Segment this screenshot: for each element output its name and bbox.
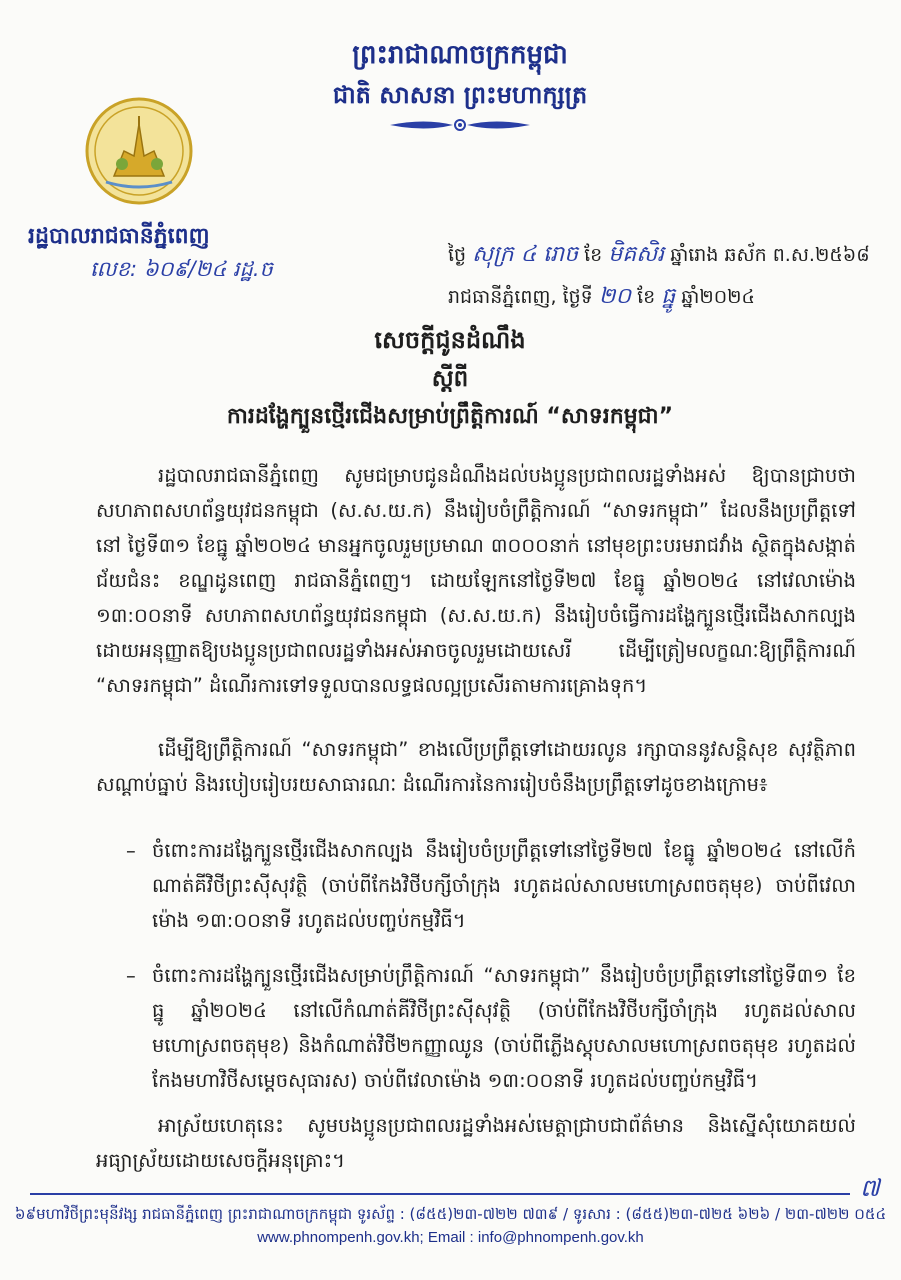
solar-month-handwritten: ធ្នូ [661,284,676,309]
solar-month-label: ខែ [637,286,656,308]
solar-date [448,282,755,314]
page-mark: ៧ [860,1174,880,1202]
lunar-month-handwritten: មិគសិរ [608,242,665,267]
solar-prefix: រាជធានីភ្នំពេញ, ថ្ងៃទី [448,286,593,308]
issuer-name: រដ្ឋបាលរាជធានីភ្នំពេញ [28,224,210,249]
bullet-dash: – [126,839,136,862]
list-item [126,833,856,938]
list-item-text: ចំពោះការដង្ហែក្បួនថ្មើរជើងសាកល្បង នឹងរៀបចំប្រព្រឹត្តទៅនៅថ្ងៃទី២៧ ខែធ្នូ ឆ្នាំ២០២៤ នៅលើកំណាត់គីវិថីព្រះស៊ីសុវត្ថិ (ចាប់ពីកែងវិថីបក្សីចាំក្រុង រហូតដល់សាលមហោស្រពចតុមុខ) ចាប់ពីវេលាម៉ោង ១៣:០០នាទី រហូតដល់បញ្ចប់កម្មវិធី។ [152,839,856,932]
kingdom-title: ព្រះរាជាណាចក្រកម្ពុជា [352,40,568,70]
body-paragraph-2: ដើម្បីឱ្យព្រឹត្តិការណ៍ “សាទរកម្ពុជា” ខាងលើប្រព្រឹត្តទៅដោយរលូន រក្សាបាននូវសន្តិសុខ សុវត្ថិភាព សណ្តាប់ធ្នាប់ និងរបៀបរៀបរយសាធារណៈ ដំណើរការនៃការរៀបចំនឹងប្រព្រឹត្តទៅដូចខាងក្រោម៖ [96,738,856,796]
body-paragraph-1: រដ្ឋបាលរាជធានីភ្នំពេញ សូមជម្រាបជូនដំណឹងដល់បងប្អូនប្រជាពលរដ្ឋទាំងអស់ ឱ្យបានជ្រាបថា សហភាពសហព័ន្ធយុវជនកម្ពុជា (ស.ស.យ.ក) នឹងរៀបចំព្រឹត្តិការណ៍ “សាទរកម្ពុជា” ដែលនឹងប្រព្រឹត្តទៅនៅ ថ្ងៃទី៣១ ខែធ្នូ ឆ្នាំ២០២៤ មានអ្នកចូលរួមប្រមាណ ៣០០០នាក់ នៅមុខព្រះបរមរាជវាំង ស្ថិតក្នុងសង្កាត់ ជ័យជំនះ ខណ្ឌដូនពេញ រាជធានីភ្នំពេញ។ ដោយឡែកនៅថ្ងៃទី២៧ ខែធ្នូ ឆ្នាំ២០២៤ នៅវេលាម៉ោង ១៣:០០នាទី សហភាពសហព័ន្ធយុវជនកម្ពុជា (ស.ស.យ.ក) នឹងរៀបចំធ្វើការដង្ហែក្បួនថ្មើរជើងសាកល្បង ដោយអនុញ្ញាតឱ្យបងប្អូនប្រជាពលរដ្ឋទាំងអស់អាចចូលរួមដោយសេរី ដើម្បីត្រៀមលក្ខណៈឱ្យព្រឹត្តិការណ៍ “សាទរកម្ពុជា” ដំណើរការទៅទទួលបានលទ្ធផលល្អប្រសើរតាមការគ្រោងទុក។ [96,464,856,697]
ornament-divider-icon [385,116,535,134]
reference-number: លេខ: ៦០៩/២៤ រដ្ឋ.ច [90,257,273,281]
footer-web-email: www.phnompenh.gov.kh; Email : info@phnompenh.gov.kh [257,1229,644,1246]
footer-address: ៦៩មហាវិថីព្រះមុនីវង្ស រាជធានីភ្នំពេញ ព្រះរាជាណាចក្រកម្ពុជា ទូរស័ព្ទ : (៨៥៥)២៣-៧២២ ៧៣៩ / ទូរសារ : (៨៥៥)២៣-៧២៥ ៦២៦ / ២៣-៧២២ ០៥៤ [14,1205,887,1223]
kingdom-motto: ជាតិ សាសនា ព្រះមហាក្សត្រ [332,81,588,109]
lunar-prefix: ថ្ងៃ [448,244,467,266]
list-item-text: ចំពោះការដង្ហែក្បួនថ្មើរជើងសម្រាប់ព្រឹត្តិការណ៍ “សាទរកម្ពុជា” នឹងរៀបចំប្រព្រឹត្តទៅនៅថ្ងៃទី៣១ ខែធ្នូ ឆ្នាំ២០២៤ នៅលើកំណាត់គីវិថីព្រះស៊ីសុវត្ថិ (ចាប់ពីកែងវិថីបក្សីចាំក្រុង រហូតដល់សាល មហោស្រពចតុមុខ) និងកំណាត់វិថី២កញ្ញាឈូន (ចាប់ពីភ្លើងស្តុបសាលមហោស្រពចតុមុខ រហូតដល់ កែងមហាវិថីសម្តេចសុធារស) ចាប់ពីវេលាម៉ោង ១៣:០០នាទី រហូតដល់បញ្ចប់កម្មវិធី។ [152,964,856,1092]
list-item [126,958,856,1098]
document-subject: ការដង្ហែក្បួនថ្មើរជើងសម្រាប់ព្រឹត្តិការណ៍ “សាទរកម្ពុជា” [226,404,674,429]
solar-day-handwritten: ២០ [598,284,632,309]
subject-label: ស្តីពី [431,366,469,392]
solar-year: ឆ្នាំ២០២៤ [681,286,755,308]
lunar-suffix: ឆ្នាំរោង ឆស័ក ព.ស.២៥៦៨ [670,244,870,266]
lunar-day-handwritten: សុក្រ ៤ រោច [472,242,579,267]
body-paragraph-3: អាស្រ័យហេតុនេះ សូមបងប្អូនប្រជាពលរដ្ឋទាំងអស់មេត្តាជ្រាបជាព័ត៌មាន និងស្នើសុំយោគយល់ អធ្យាស្រ័យដោយសេចក្តីអនុគ្រោះ។ [96,1114,856,1172]
lunar-date [448,240,870,272]
lunar-month-label: ខែ [584,244,603,266]
footer-divider [30,1193,850,1195]
phnom-penh-seal-icon [84,96,194,206]
document-type: សេចក្តីជូនដំណឹង [374,326,526,354]
bullet-dash: – [126,964,136,987]
